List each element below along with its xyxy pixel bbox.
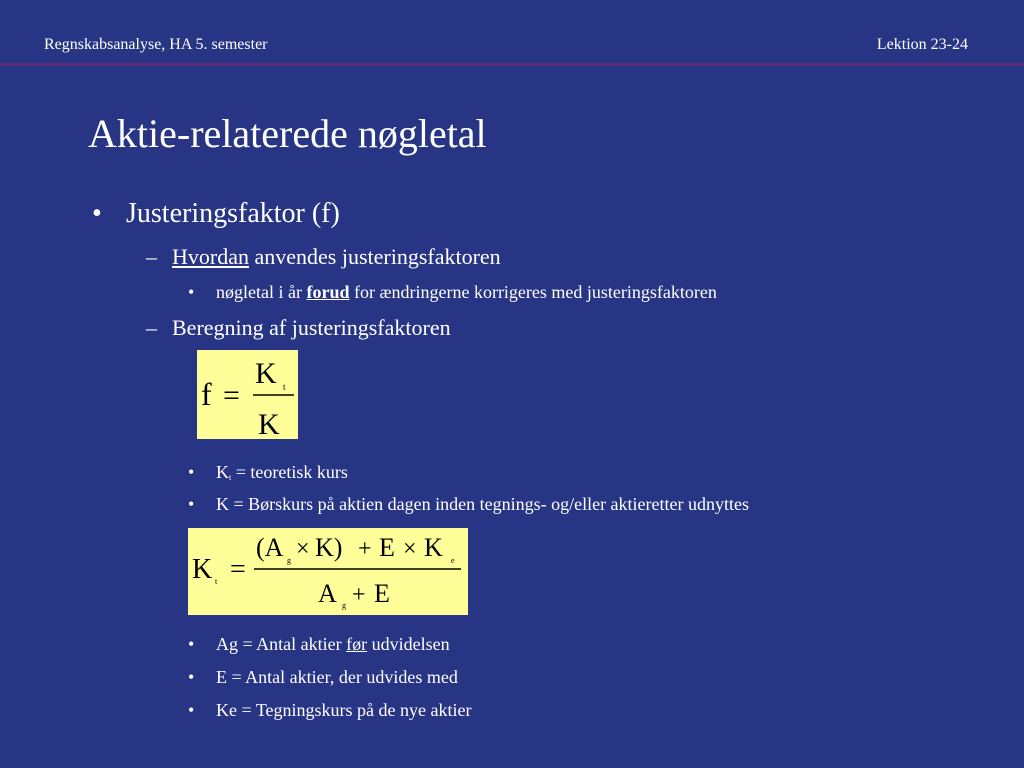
bullet-text: Justeringsfaktor (f) bbox=[126, 198, 340, 229]
def-k bbox=[188, 492, 749, 516]
bullet-marker: • bbox=[188, 282, 195, 302]
bullet-marker: • bbox=[188, 462, 195, 482]
formula-f bbox=[197, 350, 298, 439]
formula-lhs: f bbox=[201, 376, 212, 412]
def-ag bbox=[188, 632, 450, 656]
formula-num: K bbox=[255, 357, 277, 390]
bullet-marker: • bbox=[188, 700, 195, 720]
def-symbol: K bbox=[216, 462, 229, 482]
def-text-pre: Ag = Antal aktier bbox=[216, 634, 347, 654]
dash-marker: – bbox=[146, 315, 157, 340]
den-plus: + bbox=[352, 582, 366, 608]
den-a: A bbox=[318, 579, 337, 608]
slide-title: Aktie-relaterede nøgletal bbox=[88, 111, 487, 156]
sub-sub-bullet-forud bbox=[188, 280, 717, 304]
bullet-marker: • bbox=[188, 667, 195, 687]
item-text-post: for ændringerne korrigeres med justeringsfaktoren bbox=[349, 282, 717, 302]
formula-den: K bbox=[258, 408, 280, 439]
def-emphasis: før bbox=[346, 634, 368, 654]
formula-num-sub: t bbox=[283, 382, 286, 392]
num-g: g bbox=[287, 556, 291, 565]
num-open: (A bbox=[256, 533, 284, 562]
formula-eq: = bbox=[223, 379, 240, 412]
den-e: E bbox=[374, 579, 390, 608]
bullet-justeringsfaktor bbox=[92, 197, 340, 231]
sub-bullet-text: Beregning af justeringsfaktoren bbox=[172, 315, 451, 340]
sub-bullet-beregning bbox=[146, 314, 451, 342]
course-header: Regnskabsanalyse, HA 5. semester bbox=[44, 36, 268, 53]
def-e bbox=[188, 665, 458, 689]
bullet-marker: • bbox=[188, 494, 195, 514]
def-subscript: t bbox=[229, 473, 232, 482]
formula-eq: = bbox=[230, 554, 246, 585]
def-text: = teoretisk kurs bbox=[231, 462, 348, 482]
num-plus: + bbox=[358, 536, 372, 562]
sub-bullet-hvordan bbox=[146, 243, 501, 271]
header-divider bbox=[0, 63, 1024, 66]
def-text: Ke = Tegningskurs på de nye aktier bbox=[216, 700, 472, 720]
num-k: K) bbox=[315, 533, 343, 562]
def-text: K = Børskurs på aktien dagen inden tegnings- og/eller aktieretter udnyttes bbox=[216, 494, 750, 514]
def-kt bbox=[188, 460, 348, 490]
num-ke: e bbox=[451, 556, 455, 565]
bullet-marker: • bbox=[188, 634, 195, 654]
def-ke bbox=[188, 698, 472, 722]
sub-bullet-text: anvendes justeringsfaktoren bbox=[248, 244, 501, 269]
item-text-pre: nøgletal i år bbox=[216, 282, 307, 302]
def-text: E = Antal aktier, der udvides med bbox=[216, 667, 458, 687]
formula-lhs-sub: t bbox=[215, 577, 218, 586]
lecture-header: Lektion 23-24 bbox=[876, 36, 968, 53]
num-k2: K bbox=[424, 533, 443, 562]
def-text-post: udvidelsen bbox=[367, 634, 450, 654]
bullet-marker: • bbox=[92, 198, 102, 229]
num-e: E bbox=[379, 533, 395, 562]
formula-kt bbox=[188, 528, 468, 615]
forud-emphasis: forud bbox=[306, 282, 350, 302]
dash-marker: – bbox=[146, 244, 157, 269]
den-g: g bbox=[342, 601, 346, 610]
hvordan-link[interactable]: Hvordan bbox=[172, 244, 249, 269]
formula-lhs: K bbox=[192, 554, 213, 585]
num-times2: × bbox=[403, 536, 417, 562]
num-times1: × bbox=[296, 536, 310, 562]
